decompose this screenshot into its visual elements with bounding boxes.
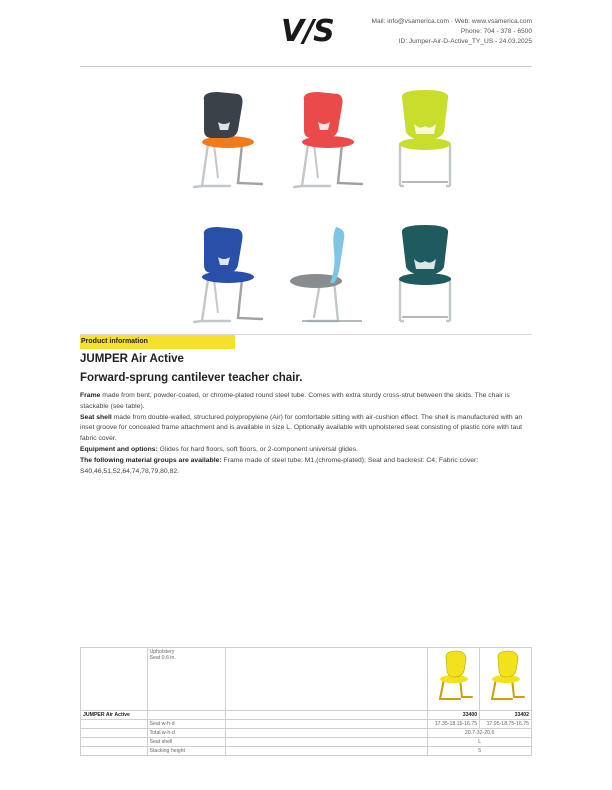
table-row <box>81 720 532 729</box>
chair-image-5 <box>280 221 370 331</box>
chair-image-1 <box>180 86 270 196</box>
row-label: Stacking height <box>147 747 225 756</box>
chair-image-4 <box>180 221 270 331</box>
chair-cantilever-image <box>180 86 270 196</box>
equipment-label: Equipment and options: <box>80 445 158 453</box>
chair-image-3 <box>380 86 470 196</box>
chair-side-image <box>280 221 370 331</box>
table-row <box>81 711 532 720</box>
chair-cantilever-image <box>180 221 270 331</box>
thumb-cell-1 <box>428 648 480 711</box>
product-description <box>80 391 532 477</box>
seat-label: Seat shell <box>80 413 112 421</box>
material-text: Frame made of steel tube: M1,(chrome-plated); Seat and backrest: C4; Fabric cover: S40,46,51,52,64,74,78,79,80,82. <box>80 456 479 475</box>
row-value: 20.7-32-20.6 <box>428 729 532 738</box>
chair-gallery <box>180 86 470 331</box>
contact-block <box>372 17 532 47</box>
product-title: JUMPER Air Active <box>80 353 184 365</box>
thumb-cell-2 <box>480 648 532 711</box>
row-label: Total w-h-d <box>147 729 225 738</box>
frame-paragraph <box>80 391 532 413</box>
frame-label: Frame <box>80 392 101 399</box>
product-subtitle: Forward-sprung cantilever teacher chair. <box>80 372 303 384</box>
table-row <box>81 738 532 747</box>
seat-paragraph <box>80 413 532 445</box>
upholstery-label: Upholstery <box>149 649 175 655</box>
equipment-text: Glides for hard floors, soft floors, or 2-component universal glides. <box>157 445 359 453</box>
chair-image-2 <box>280 86 370 196</box>
seat-upholstery-value: Seat 0.6 in. <box>149 655 176 661</box>
chair-front-image <box>380 221 470 331</box>
row-label: Seat shell <box>147 738 225 747</box>
table-row <box>81 729 532 738</box>
material-paragraph <box>80 456 532 478</box>
row-value: 17.35-18.15-16.75 <box>428 720 480 729</box>
material-label: The following material groups are available: <box>80 456 222 464</box>
seat-text: made from double-walled, structured polypropylene (Air) for comfortable sitting with air-cushion effect. The shell is manufactured with an inset groove for concealed frame attachment and is available in size L. Optionally available with upholstered seat consisting of plastic core with taut fabric cover. <box>80 413 523 443</box>
contact-mail-web: Mail: info@vsamerica.com · Web: www.vsamerica.com <box>371 18 532 25</box>
brand-logo: V/S <box>281 14 334 49</box>
table-header-row <box>81 648 532 711</box>
contact-phone: Phone: 704 - 378 - 6500 <box>460 28 532 35</box>
spec-table <box>80 647 532 756</box>
code-2: 33402 <box>480 711 532 720</box>
document-id: ID: Jumper-Air-D-Active_TY_US - 24.03.2025 <box>398 38 532 45</box>
row-value: 5 <box>428 747 532 756</box>
header-divider <box>80 66 532 67</box>
chair-thumbnail <box>432 649 476 703</box>
equipment-paragraph <box>80 445 532 456</box>
row-value: L <box>428 738 532 747</box>
code-1: 33400 <box>428 711 480 720</box>
frame-text: made from bent, powder-coated, or chrome-plated round steel tube. Comes with extra sturdy cross-strut between the skids. The chair is stackable (see table). <box>80 392 510 410</box>
product-name-cell: JUMPER Air Active <box>81 711 148 720</box>
row-value: 17.95-18.75-16.75 <box>480 720 532 729</box>
table-row <box>81 747 532 756</box>
row-label: Seat w-h-d <box>147 720 225 729</box>
chair-cantilever-image <box>280 86 370 196</box>
chair-image-6 <box>380 221 470 331</box>
product-info-tag: Product information <box>80 335 235 349</box>
chair-front-image <box>380 86 470 196</box>
chair-thumbnail <box>484 649 528 703</box>
